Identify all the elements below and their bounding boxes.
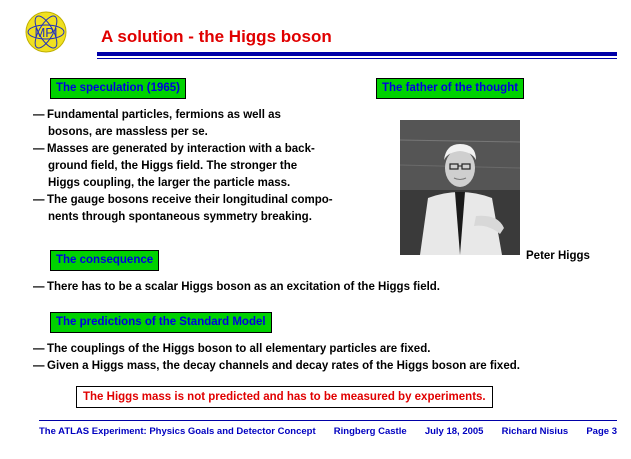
speculation-item-2-line-2: ground field, the Higgs field. The stronger the (48, 160, 298, 172)
title-rule-thick (97, 52, 617, 56)
footer-rule (39, 420, 617, 421)
dash-bullet: — (33, 281, 45, 293)
mpi-logo (24, 10, 68, 54)
logo-text: MPI (34, 25, 58, 40)
footer-page: Page 3 (586, 426, 617, 437)
slide-title: A solution - the Higgs boson (101, 27, 332, 46)
dash-bullet: — (33, 343, 45, 355)
speculation-item-1-line-2: bosons, are massless per se. (48, 126, 208, 138)
speculation-item-1-line-1: — Fundamental particles, fermions as well as (33, 107, 333, 124)
speculation-item-2-line-1: — Masses are generated by interaction with a back- (33, 141, 333, 158)
father-heading: The father of the thought (376, 78, 524, 99)
dash-bullet: — (33, 143, 45, 155)
dash-bullet: — (33, 360, 45, 372)
dash-bullet: — (33, 194, 45, 206)
prediction-item-2: — Given a Higgs mass, the decay channels and decay rates of the Higgs boson are fixed. (33, 358, 520, 375)
atom-logo-icon (24, 10, 68, 54)
dash-bullet: — (33, 109, 45, 121)
footer-talk: The ATLAS Experiment: Physics Goals and Detector Concept (39, 426, 316, 437)
speculation-list (33, 107, 333, 226)
consequence-heading: The consequence (50, 250, 159, 271)
consequence-item: — There has to be a scalar Higgs boson as an excitation of the Higgs field. (33, 279, 440, 296)
predictions-list (33, 341, 520, 375)
photo-caption: Peter Higgs (526, 250, 590, 262)
footer-venue: Ringberg Castle (333, 426, 407, 437)
predictions-heading: The predictions of the Standard Model (50, 312, 272, 333)
footer-author: Richard Nisius (501, 426, 569, 437)
peter-higgs-photo (400, 120, 520, 255)
speculation-item-2-line-3: Higgs coupling, the larger the particle mass. (48, 177, 291, 189)
prediction-item-1: — The couplings of the Higgs boson to all elementary particles are fixed. (33, 341, 520, 358)
footer (39, 426, 617, 437)
footer-date: July 18, 2005 (424, 426, 484, 437)
title-rule-thin (97, 58, 617, 59)
speculation-heading: The speculation (1965) (50, 78, 186, 99)
conclusion-box: The Higgs mass is not predicted and has to be measured by experiments. (76, 386, 493, 408)
speculation-item-3-line-1: — The gauge bosons receive their longitudinal compo- (33, 192, 333, 209)
speculation-item-3-line-2: nents through spontaneous symmetry breaking. (48, 211, 312, 223)
